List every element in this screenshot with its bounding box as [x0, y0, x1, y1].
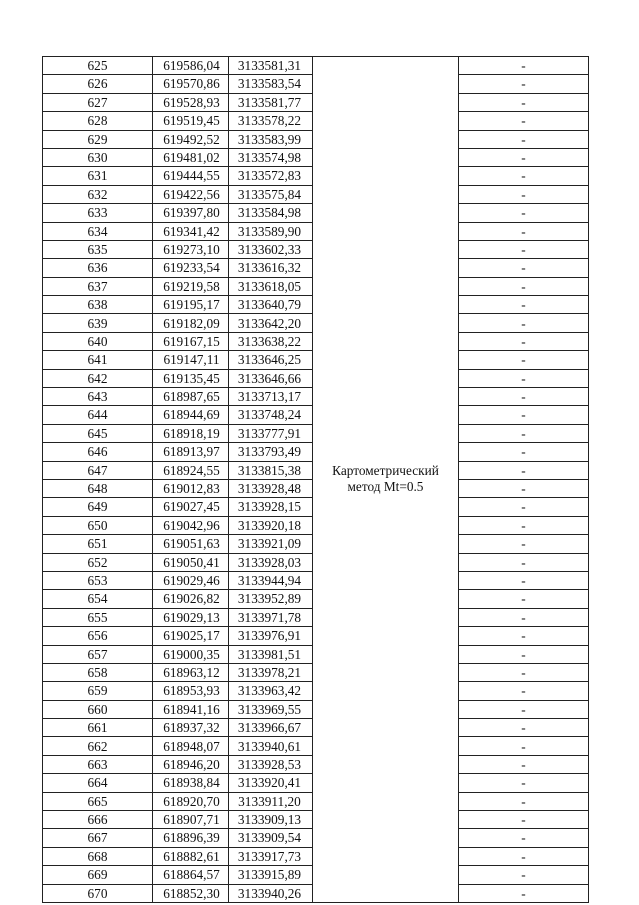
y-coordinate-cell: 3133940,61	[229, 737, 313, 755]
x-coordinate-cell: 619586,04	[153, 57, 229, 75]
point-number-cell: 658	[43, 663, 153, 681]
point-number-cell: 645	[43, 424, 153, 442]
x-coordinate-cell: 619570,86	[153, 75, 229, 93]
x-coordinate-cell: 618963,12	[153, 663, 229, 681]
x-coordinate-cell: 618913,97	[153, 443, 229, 461]
point-number-cell: 630	[43, 148, 153, 166]
y-coordinate-cell: 3133928,53	[229, 755, 313, 773]
x-coordinate-cell: 619481,02	[153, 148, 229, 166]
note-cell: -	[459, 167, 589, 185]
note-cell: -	[459, 57, 589, 75]
y-coordinate-cell: 3133928,03	[229, 553, 313, 571]
x-coordinate-cell: 619147,11	[153, 351, 229, 369]
y-coordinate-cell: 3133915,89	[229, 866, 313, 884]
point-number-cell: 637	[43, 277, 153, 295]
method-line-2: метод Mt=0.5	[347, 479, 424, 495]
y-coordinate-cell: 3133646,25	[229, 351, 313, 369]
x-coordinate-cell: 619167,15	[153, 332, 229, 350]
note-cell: -	[459, 535, 589, 553]
point-number-cell: 659	[43, 682, 153, 700]
note-cell: -	[459, 792, 589, 810]
point-number-cell: 634	[43, 222, 153, 240]
y-coordinate-cell: 3133777,91	[229, 424, 313, 442]
y-coordinate-cell: 3133574,98	[229, 148, 313, 166]
point-number-cell: 667	[43, 829, 153, 847]
note-cell: -	[459, 314, 589, 332]
y-coordinate-cell: 3133976,91	[229, 627, 313, 645]
x-coordinate-cell: 618896,39	[153, 829, 229, 847]
y-coordinate-cell: 3133944,94	[229, 571, 313, 589]
y-coordinate-cell: 3133928,15	[229, 498, 313, 516]
point-number-cell: 665	[43, 792, 153, 810]
y-coordinate-cell: 3133572,83	[229, 167, 313, 185]
method-line-1: Картометрический	[332, 462, 439, 478]
y-coordinate-cell: 3133981,51	[229, 645, 313, 663]
note-cell: -	[459, 774, 589, 792]
y-coordinate-cell: 3133583,54	[229, 75, 313, 93]
y-coordinate-cell: 3133589,90	[229, 222, 313, 240]
x-coordinate-cell: 619050,41	[153, 553, 229, 571]
point-number-cell: 635	[43, 240, 153, 258]
method-cell	[313, 57, 459, 903]
y-coordinate-cell: 3133920,41	[229, 774, 313, 792]
point-number-cell: 670	[43, 884, 153, 902]
note-cell: -	[459, 351, 589, 369]
point-number-cell: 652	[43, 553, 153, 571]
x-coordinate-cell: 618852,30	[153, 884, 229, 902]
note-cell: -	[459, 296, 589, 314]
point-number-cell: 662	[43, 737, 153, 755]
point-number-cell: 640	[43, 332, 153, 350]
note-cell: -	[459, 719, 589, 737]
x-coordinate-cell: 618920,70	[153, 792, 229, 810]
note-cell: -	[459, 866, 589, 884]
note-cell: -	[459, 479, 589, 497]
x-coordinate-cell: 619027,45	[153, 498, 229, 516]
y-coordinate-cell: 3133581,77	[229, 93, 313, 111]
x-coordinate-cell: 618924,55	[153, 461, 229, 479]
x-coordinate-cell: 618918,19	[153, 424, 229, 442]
y-coordinate-cell: 3133815,38	[229, 461, 313, 479]
x-coordinate-cell: 619273,10	[153, 240, 229, 258]
y-coordinate-cell: 3133638,22	[229, 332, 313, 350]
y-coordinate-cell: 3133911,20	[229, 792, 313, 810]
x-coordinate-cell: 618864,57	[153, 866, 229, 884]
y-coordinate-cell: 3133578,22	[229, 112, 313, 130]
note-cell: -	[459, 516, 589, 534]
note-cell: -	[459, 682, 589, 700]
point-number-cell: 631	[43, 167, 153, 185]
y-coordinate-cell: 3133640,79	[229, 296, 313, 314]
x-coordinate-cell: 619528,93	[153, 93, 229, 111]
y-coordinate-cell: 3133966,67	[229, 719, 313, 737]
point-number-cell: 643	[43, 388, 153, 406]
point-number-cell: 653	[43, 571, 153, 589]
y-coordinate-cell: 3133909,13	[229, 811, 313, 829]
note-cell: -	[459, 130, 589, 148]
x-coordinate-cell: 619444,55	[153, 167, 229, 185]
note-cell: -	[459, 222, 589, 240]
note-cell: -	[459, 700, 589, 718]
x-coordinate-cell: 618948,07	[153, 737, 229, 755]
point-number-cell: 644	[43, 406, 153, 424]
note-cell: -	[459, 627, 589, 645]
x-coordinate-cell: 618953,93	[153, 682, 229, 700]
note-cell: -	[459, 645, 589, 663]
x-coordinate-cell: 619182,09	[153, 314, 229, 332]
note-cell: -	[459, 240, 589, 258]
y-coordinate-cell: 3133969,55	[229, 700, 313, 718]
point-number-cell: 627	[43, 93, 153, 111]
point-number-cell: 657	[43, 645, 153, 663]
note-cell: -	[459, 185, 589, 203]
y-coordinate-cell: 3133581,31	[229, 57, 313, 75]
x-coordinate-cell: 619026,82	[153, 590, 229, 608]
note-cell: -	[459, 388, 589, 406]
x-coordinate-cell: 619029,13	[153, 608, 229, 626]
y-coordinate-cell: 3133583,99	[229, 130, 313, 148]
x-coordinate-cell: 619195,17	[153, 296, 229, 314]
note-cell: -	[459, 461, 589, 479]
note-cell: -	[459, 884, 589, 902]
y-coordinate-cell: 3133618,05	[229, 277, 313, 295]
x-coordinate-cell: 619135,45	[153, 369, 229, 387]
point-number-cell: 626	[43, 75, 153, 93]
note-cell: -	[459, 498, 589, 516]
x-coordinate-cell: 619029,46	[153, 571, 229, 589]
point-number-cell: 650	[43, 516, 153, 534]
note-cell: -	[459, 829, 589, 847]
coordinates-table	[42, 56, 589, 903]
point-number-cell: 638	[43, 296, 153, 314]
note-cell: -	[459, 148, 589, 166]
note-cell: -	[459, 332, 589, 350]
y-coordinate-cell: 3133602,33	[229, 240, 313, 258]
x-coordinate-cell: 619025,17	[153, 627, 229, 645]
note-cell: -	[459, 847, 589, 865]
y-coordinate-cell: 3133584,98	[229, 204, 313, 222]
x-coordinate-cell: 619051,63	[153, 535, 229, 553]
x-coordinate-cell: 619519,45	[153, 112, 229, 130]
point-number-cell: 666	[43, 811, 153, 829]
y-coordinate-cell: 3133793,49	[229, 443, 313, 461]
point-number-cell: 628	[43, 112, 153, 130]
x-coordinate-cell: 619042,96	[153, 516, 229, 534]
x-coordinate-cell: 619000,35	[153, 645, 229, 663]
x-coordinate-cell: 619341,42	[153, 222, 229, 240]
point-number-cell: 633	[43, 204, 153, 222]
y-coordinate-cell: 3133952,89	[229, 590, 313, 608]
y-coordinate-cell: 3133642,20	[229, 314, 313, 332]
point-number-cell: 648	[43, 479, 153, 497]
note-cell: -	[459, 112, 589, 130]
x-coordinate-cell: 618882,61	[153, 847, 229, 865]
y-coordinate-cell: 3133713,17	[229, 388, 313, 406]
point-number-cell: 663	[43, 755, 153, 773]
note-cell: -	[459, 571, 589, 589]
note-cell: -	[459, 737, 589, 755]
note-cell: -	[459, 443, 589, 461]
x-coordinate-cell: 619233,54	[153, 259, 229, 277]
note-cell: -	[459, 553, 589, 571]
note-cell: -	[459, 93, 589, 111]
point-number-cell: 654	[43, 590, 153, 608]
x-coordinate-cell: 618944,69	[153, 406, 229, 424]
y-coordinate-cell: 3133917,73	[229, 847, 313, 865]
y-coordinate-cell: 3133748,24	[229, 406, 313, 424]
point-number-cell: 661	[43, 719, 153, 737]
point-number-cell: 646	[43, 443, 153, 461]
y-coordinate-cell: 3133616,32	[229, 259, 313, 277]
note-cell: -	[459, 755, 589, 773]
point-number-cell: 660	[43, 700, 153, 718]
x-coordinate-cell: 618987,65	[153, 388, 229, 406]
note-cell: -	[459, 811, 589, 829]
x-coordinate-cell: 618937,32	[153, 719, 229, 737]
x-coordinate-cell: 619219,58	[153, 277, 229, 295]
point-number-cell: 639	[43, 314, 153, 332]
y-coordinate-cell: 3133920,18	[229, 516, 313, 534]
x-coordinate-cell: 619012,83	[153, 479, 229, 497]
y-coordinate-cell: 3133909,54	[229, 829, 313, 847]
note-cell: -	[459, 369, 589, 387]
point-number-cell: 632	[43, 185, 153, 203]
y-coordinate-cell: 3133575,84	[229, 185, 313, 203]
y-coordinate-cell: 3133940,26	[229, 884, 313, 902]
point-number-cell: 649	[43, 498, 153, 516]
point-number-cell: 651	[43, 535, 153, 553]
point-number-cell: 642	[43, 369, 153, 387]
point-number-cell: 641	[43, 351, 153, 369]
point-number-cell: 655	[43, 608, 153, 626]
point-number-cell: 625	[43, 57, 153, 75]
coordinates-table-body	[43, 57, 589, 903]
note-cell: -	[459, 590, 589, 608]
point-number-cell: 647	[43, 461, 153, 479]
point-number-cell: 668	[43, 847, 153, 865]
x-coordinate-cell: 619492,52	[153, 130, 229, 148]
note-cell: -	[459, 259, 589, 277]
x-coordinate-cell: 618946,20	[153, 755, 229, 773]
note-cell: -	[459, 75, 589, 93]
point-number-cell: 636	[43, 259, 153, 277]
x-coordinate-cell: 618907,71	[153, 811, 229, 829]
y-coordinate-cell: 3133963,42	[229, 682, 313, 700]
y-coordinate-cell: 3133978,21	[229, 663, 313, 681]
point-number-cell: 629	[43, 130, 153, 148]
note-cell: -	[459, 204, 589, 222]
point-number-cell: 664	[43, 774, 153, 792]
note-cell: -	[459, 424, 589, 442]
y-coordinate-cell: 3133646,66	[229, 369, 313, 387]
note-cell: -	[459, 406, 589, 424]
note-cell: -	[459, 277, 589, 295]
x-coordinate-cell: 619422,56	[153, 185, 229, 203]
x-coordinate-cell: 619397,80	[153, 204, 229, 222]
y-coordinate-cell: 3133928,48	[229, 479, 313, 497]
x-coordinate-cell: 618938,84	[153, 774, 229, 792]
y-coordinate-cell: 3133921,09	[229, 535, 313, 553]
x-coordinate-cell: 618941,16	[153, 700, 229, 718]
point-number-cell: 669	[43, 866, 153, 884]
y-coordinate-cell: 3133971,78	[229, 608, 313, 626]
note-cell: -	[459, 608, 589, 626]
note-cell: -	[459, 663, 589, 681]
table-row	[43, 57, 589, 75]
point-number-cell: 656	[43, 627, 153, 645]
